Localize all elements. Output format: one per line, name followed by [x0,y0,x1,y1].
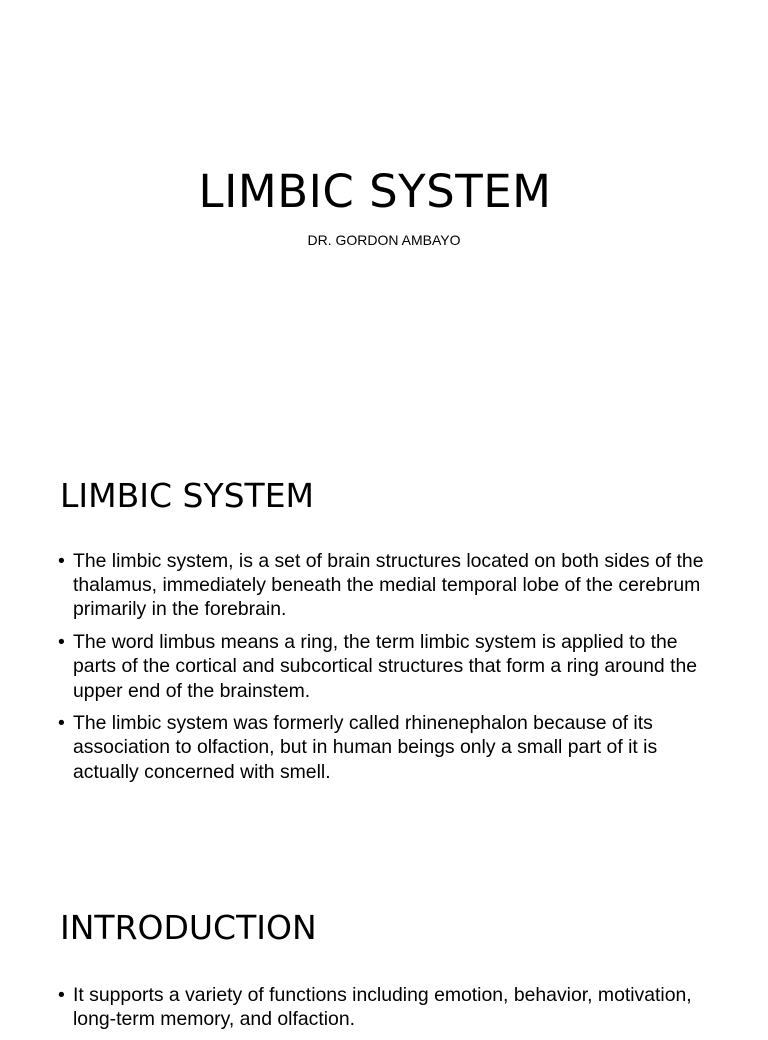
bullet-item [58,711,718,784]
bullet-list [58,983,718,1040]
title-slide [0,0,768,432]
presentation-author: DR. GORDON AMBAYO [307,232,461,248]
bullet-item [58,983,718,1031]
bullet-marker: • [58,631,65,654]
bullet-text: The word limbus means a ring, the term limbic system is applied to the parts of the cortical and subcortical structures that form a ring around the upper end of the brainstem. [73,631,698,702]
content-slide-limbic-system [0,432,768,864]
bullet-marker: • [58,550,65,572]
bullet-text: It supports a variety of functions including emotion, behavior, motivation, long-term memory, and olfaction. [73,984,692,1031]
bullet-item [58,549,718,622]
bullet-text: The limbic system, is a set of brain structures located on both sides of the thalamus, immediately beneath the medial temporal lobe of the cerebrum primarily in the forebrain. [73,550,704,621]
bullet-marker: • [58,712,65,735]
slide-heading: INTRODUCTION [60,908,317,947]
bullet-list [58,549,718,792]
content-slide-introduction [0,864,768,1031]
presentation-title: LIMBIC SYSTEM [198,165,552,218]
bullet-text: The limbic system was formerly called rhinenephalon because of its association to olfaction, but in human beings only a small part of it is actually concerned with smell. [73,712,658,783]
slide-heading: LIMBIC SYSTEM [60,476,315,515]
bullet-marker: • [58,984,65,1006]
bullet-item [58,630,718,703]
